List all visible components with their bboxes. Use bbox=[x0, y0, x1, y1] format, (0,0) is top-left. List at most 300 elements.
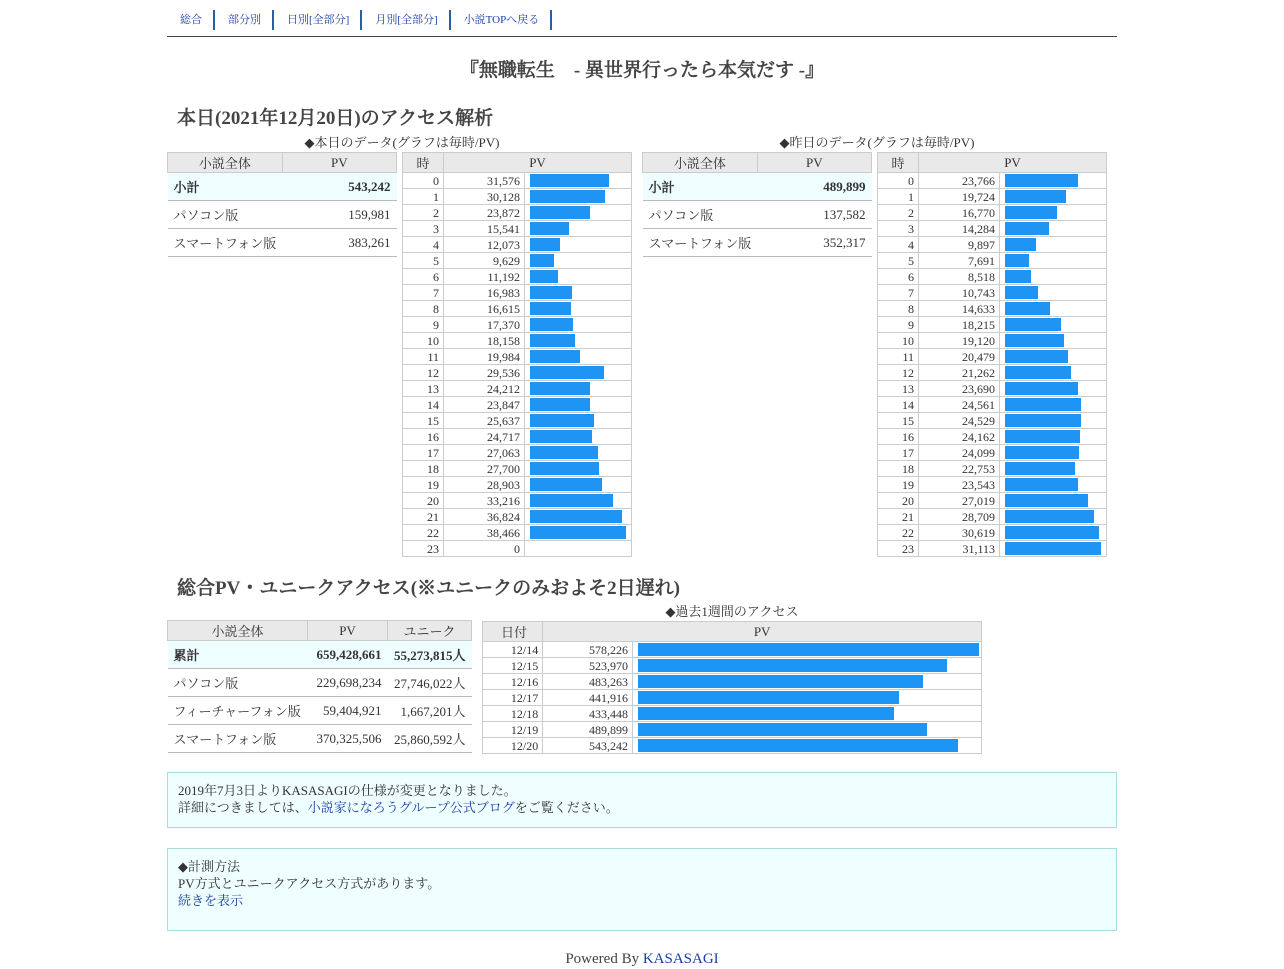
pv-bar bbox=[1005, 398, 1081, 411]
hour-cell: 21 bbox=[403, 509, 444, 525]
pv-bar bbox=[1005, 302, 1050, 315]
pv-bar bbox=[530, 206, 590, 219]
hour-cell: 6 bbox=[403, 269, 444, 285]
pv-cell: 14,284 bbox=[919, 221, 1000, 237]
pv-bar bbox=[1005, 334, 1064, 347]
hour-cell: 10 bbox=[878, 333, 919, 349]
pv-bar bbox=[1005, 430, 1080, 443]
pv-cell: 12,073 bbox=[444, 237, 525, 253]
pv-cell: 14,633 bbox=[919, 301, 1000, 317]
hour-cell: 1 bbox=[878, 189, 919, 205]
date-cell: 12/15 bbox=[483, 658, 543, 674]
bar-cell bbox=[525, 525, 632, 541]
bar-cell bbox=[1000, 445, 1107, 461]
pv-cell: 30,619 bbox=[919, 525, 1000, 541]
pv-bar bbox=[638, 707, 894, 720]
bar-cell bbox=[525, 445, 632, 461]
pv-cell: 24,561 bbox=[919, 397, 1000, 413]
table-row bbox=[403, 301, 632, 317]
table-row bbox=[483, 658, 982, 674]
hour-cell: 5 bbox=[878, 253, 919, 269]
hour-cell: 3 bbox=[878, 221, 919, 237]
bar-cell bbox=[1000, 269, 1107, 285]
date-cell: 12/18 bbox=[483, 706, 543, 722]
hour-cell: 9 bbox=[403, 317, 444, 333]
summary-pv: 159,981 bbox=[282, 201, 396, 229]
pv-cell: 8,518 bbox=[919, 269, 1000, 285]
method-title: ◆計測方法 bbox=[178, 859, 240, 874]
bar-cell bbox=[525, 397, 632, 413]
show-more-link[interactable]: 続きを表示 bbox=[178, 893, 244, 908]
today-heading: 本日(2021年12月20日)のアクセス解析 bbox=[177, 108, 494, 129]
total-pv: 59,404,921 bbox=[308, 697, 388, 725]
nav-by-part-link[interactable]: 部分別 bbox=[215, 10, 274, 30]
bar-cell bbox=[633, 706, 982, 722]
bar-cell bbox=[1000, 477, 1107, 493]
pv-cell: 7,691 bbox=[919, 253, 1000, 269]
table-row bbox=[878, 493, 1107, 509]
week-caption: ◆過去1週間のアクセス bbox=[665, 604, 799, 619]
date-cell: 12/20 bbox=[483, 738, 543, 754]
table-row bbox=[643, 173, 872, 201]
hour-cell: 11 bbox=[403, 349, 444, 365]
bar-cell bbox=[525, 189, 632, 205]
table-row bbox=[483, 674, 982, 690]
hour-cell: 22 bbox=[403, 525, 444, 541]
pv-bar bbox=[530, 414, 594, 427]
pv-cell: 19,724 bbox=[919, 189, 1000, 205]
hour-cell: 0 bbox=[403, 173, 444, 189]
pv-cell: 30,128 bbox=[444, 189, 525, 205]
table-row bbox=[403, 493, 632, 509]
pv-bar bbox=[530, 494, 613, 507]
notice-line2 bbox=[178, 799, 1106, 816]
notice-text: をご覧ください。 bbox=[514, 800, 619, 815]
total-summary-table bbox=[167, 620, 472, 753]
table-row bbox=[168, 229, 397, 257]
today-summary-table bbox=[167, 152, 397, 257]
bar-cell bbox=[525, 413, 632, 429]
total-pv: 229,698,234 bbox=[308, 669, 388, 697]
bar-cell bbox=[1000, 381, 1107, 397]
hour-cell: 20 bbox=[403, 493, 444, 509]
hour-cell: 14 bbox=[878, 397, 919, 413]
pv-bar bbox=[1005, 270, 1031, 283]
pv-cell: 24,099 bbox=[919, 445, 1000, 461]
table-row bbox=[168, 201, 397, 229]
bar-cell bbox=[525, 381, 632, 397]
pv-cell: 28,903 bbox=[444, 477, 525, 493]
table-row bbox=[878, 253, 1107, 269]
pv-bar bbox=[1005, 382, 1078, 395]
summary-header-pv: PV bbox=[282, 153, 396, 173]
pv-cell: 23,872 bbox=[444, 205, 525, 221]
table-row bbox=[878, 317, 1107, 333]
pv-cell: 9,897 bbox=[919, 237, 1000, 253]
pv-cell: 19,984 bbox=[444, 349, 525, 365]
pv-cell: 16,983 bbox=[444, 285, 525, 301]
pv-cell: 433,448 bbox=[543, 706, 633, 722]
bar-cell bbox=[1000, 349, 1107, 365]
pv-bar bbox=[1005, 510, 1094, 523]
week-header-date: 日付 bbox=[483, 622, 543, 642]
bar-cell bbox=[1000, 413, 1107, 429]
bar-cell bbox=[1000, 429, 1107, 445]
pv-bar bbox=[638, 659, 947, 672]
summary-header-novel: 小説全体 bbox=[643, 153, 758, 173]
bar-cell bbox=[1000, 541, 1107, 557]
bar-cell bbox=[1000, 253, 1107, 269]
pv-cell: 24,529 bbox=[919, 413, 1000, 429]
pv-cell: 441,916 bbox=[543, 690, 633, 706]
table-row bbox=[643, 229, 872, 257]
top-nav bbox=[167, 10, 1117, 37]
pv-cell: 11,192 bbox=[444, 269, 525, 285]
pv-cell: 489,899 bbox=[543, 722, 633, 738]
bar-cell bbox=[1000, 189, 1107, 205]
table-row bbox=[643, 201, 872, 229]
table-row bbox=[403, 205, 632, 221]
bar-cell bbox=[525, 365, 632, 381]
pv-bar bbox=[1005, 542, 1101, 555]
table-row bbox=[878, 205, 1107, 221]
pv-bar bbox=[638, 643, 979, 656]
hour-cell: 17 bbox=[403, 445, 444, 461]
hour-cell: 10 bbox=[403, 333, 444, 349]
bar-cell bbox=[1000, 237, 1107, 253]
bar-cell bbox=[633, 690, 982, 706]
table-row bbox=[403, 461, 632, 477]
bar-cell bbox=[1000, 301, 1107, 317]
bar-cell bbox=[633, 674, 982, 690]
method-text: PV方式とユニークアクセス方式があります。 bbox=[178, 876, 441, 891]
summary-pv: 489,899 bbox=[757, 173, 871, 201]
hour-cell: 4 bbox=[403, 237, 444, 253]
table-row bbox=[878, 541, 1107, 557]
pv-bar bbox=[530, 366, 604, 379]
bar-cell bbox=[1000, 509, 1107, 525]
pv-cell: 17,370 bbox=[444, 317, 525, 333]
nav-monthly-link[interactable]: 月別[全部分] bbox=[362, 10, 450, 30]
pv-bar bbox=[638, 675, 923, 688]
pv-bar bbox=[638, 691, 899, 704]
novel-title: 『無職転生 - 異世界行ったら本気だす -』 bbox=[459, 60, 825, 81]
notice-box bbox=[167, 772, 1117, 828]
bar-cell bbox=[525, 429, 632, 445]
pv-bar bbox=[1005, 222, 1049, 235]
total-header-novel: 小説全体 bbox=[168, 621, 308, 641]
hour-cell: 1 bbox=[403, 189, 444, 205]
hour-cell: 16 bbox=[878, 429, 919, 445]
table-row bbox=[403, 365, 632, 381]
pv-cell: 15,541 bbox=[444, 221, 525, 237]
pv-cell: 543,242 bbox=[543, 738, 633, 754]
notice-text: 詳細につきましては、 bbox=[178, 800, 308, 815]
summary-label: 小計 bbox=[168, 173, 283, 201]
pv-cell: 16,615 bbox=[444, 301, 525, 317]
hour-cell: 21 bbox=[878, 509, 919, 525]
table-row bbox=[878, 173, 1107, 189]
bar-cell bbox=[525, 221, 632, 237]
table-row bbox=[878, 509, 1107, 525]
date-cell: 12/17 bbox=[483, 690, 543, 706]
bar-cell bbox=[525, 333, 632, 349]
hour-cell: 3 bbox=[403, 221, 444, 237]
hour-cell: 17 bbox=[878, 445, 919, 461]
bar-cell bbox=[633, 658, 982, 674]
table-row bbox=[878, 189, 1107, 205]
pv-cell: 24,162 bbox=[919, 429, 1000, 445]
table-row bbox=[483, 690, 982, 706]
footer-text: Powered By bbox=[565, 951, 643, 967]
summary-pv: 383,261 bbox=[282, 229, 396, 257]
total-header-unique: ユニーク bbox=[388, 621, 472, 641]
pv-bar bbox=[530, 478, 602, 491]
week-header-pv: PV bbox=[543, 622, 982, 642]
pv-cell: 33,216 bbox=[444, 493, 525, 509]
table-row bbox=[403, 349, 632, 365]
summary-label: スマートフォン版 bbox=[168, 229, 283, 257]
table-row bbox=[403, 333, 632, 349]
pv-cell: 18,215 bbox=[919, 317, 1000, 333]
hour-cell: 2 bbox=[878, 205, 919, 221]
pv-cell: 31,576 bbox=[444, 173, 525, 189]
table-row bbox=[878, 397, 1107, 413]
total-header-pv: PV bbox=[308, 621, 388, 641]
table-row bbox=[483, 706, 982, 722]
bar-cell bbox=[525, 205, 632, 221]
pv-bar bbox=[530, 190, 605, 203]
summary-pv: 352,317 bbox=[757, 229, 871, 257]
hour-cell: 23 bbox=[403, 541, 444, 557]
pv-cell: 483,263 bbox=[543, 674, 633, 690]
table-row bbox=[168, 641, 472, 669]
nav-overview-link[interactable]: 総合 bbox=[167, 10, 215, 30]
summary-header-novel: 小説全体 bbox=[168, 153, 283, 173]
table-row bbox=[878, 381, 1107, 397]
summary-label: パソコン版 bbox=[643, 201, 758, 229]
pv-cell: 523,970 bbox=[543, 658, 633, 674]
pv-bar bbox=[1005, 494, 1088, 507]
hour-cell: 19 bbox=[878, 477, 919, 493]
table-row bbox=[878, 477, 1107, 493]
table-row bbox=[403, 525, 632, 541]
table-row bbox=[483, 738, 982, 754]
bar-cell bbox=[1000, 397, 1107, 413]
table-row bbox=[878, 429, 1107, 445]
bar-cell bbox=[1000, 317, 1107, 333]
pv-cell: 27,019 bbox=[919, 493, 1000, 509]
pv-bar bbox=[1005, 526, 1099, 539]
pv-bar bbox=[1005, 478, 1078, 491]
bar-cell bbox=[1000, 493, 1107, 509]
total-label: 累計 bbox=[168, 641, 308, 669]
bar-cell bbox=[1000, 461, 1107, 477]
footer bbox=[167, 949, 1117, 969]
pv-cell: 23,847 bbox=[444, 397, 525, 413]
pv-bar bbox=[530, 526, 626, 539]
pv-bar bbox=[1005, 462, 1075, 475]
pv-cell: 27,700 bbox=[444, 461, 525, 477]
pv-bar bbox=[530, 318, 573, 331]
total-unique: 1,667,201人 bbox=[388, 697, 472, 725]
pv-bar bbox=[1005, 190, 1066, 203]
bar-cell bbox=[525, 237, 632, 253]
hour-cell: 12 bbox=[878, 365, 919, 381]
yesterday-hourly-table bbox=[877, 152, 1107, 557]
bar-cell bbox=[633, 738, 982, 754]
table-row bbox=[403, 445, 632, 461]
table-row bbox=[878, 413, 1107, 429]
bar-cell bbox=[525, 461, 632, 477]
table-row bbox=[403, 381, 632, 397]
total-unique: 55,273,815人 bbox=[388, 641, 472, 669]
hour-cell: 5 bbox=[403, 253, 444, 269]
hour-cell: 12 bbox=[403, 365, 444, 381]
table-row bbox=[878, 301, 1107, 317]
bar-cell bbox=[525, 317, 632, 333]
summary-pv: 543,242 bbox=[282, 173, 396, 201]
pv-bar bbox=[1005, 350, 1068, 363]
bar-cell bbox=[525, 173, 632, 189]
today-caption: ◆本日のデータ(グラフは毎時/PV) bbox=[304, 135, 500, 150]
pv-bar bbox=[1005, 174, 1078, 187]
yesterday-summary-table bbox=[642, 152, 872, 257]
pv-cell: 0 bbox=[444, 541, 525, 557]
hour-cell: 0 bbox=[878, 173, 919, 189]
nav-novel-top-link[interactable]: 小説TOPへ戻る bbox=[451, 10, 553, 30]
date-cell: 12/19 bbox=[483, 722, 543, 738]
hourly-header-pv: PV bbox=[919, 153, 1107, 173]
hour-cell: 9 bbox=[878, 317, 919, 333]
pv-bar bbox=[530, 334, 575, 347]
table-row bbox=[403, 317, 632, 333]
pv-cell: 29,536 bbox=[444, 365, 525, 381]
table-row bbox=[878, 221, 1107, 237]
table-row bbox=[168, 697, 472, 725]
pv-bar bbox=[530, 382, 590, 395]
table-row bbox=[403, 269, 632, 285]
total-heading: 総合PV・ユニークアクセス(※ユニークのみおよそ2日遅れ) bbox=[177, 578, 680, 599]
pv-bar bbox=[530, 462, 599, 475]
bar-cell bbox=[525, 269, 632, 285]
bar-cell bbox=[633, 642, 982, 658]
bar-cell bbox=[1000, 365, 1107, 381]
bar-cell bbox=[525, 253, 632, 269]
pv-bar bbox=[638, 723, 927, 736]
table-row bbox=[403, 413, 632, 429]
pv-cell: 23,543 bbox=[919, 477, 1000, 493]
table-row bbox=[168, 669, 472, 697]
table-row bbox=[403, 509, 632, 525]
pv-cell: 23,766 bbox=[919, 173, 1000, 189]
pv-bar bbox=[638, 739, 958, 752]
pv-bar bbox=[530, 254, 554, 267]
hour-cell: 11 bbox=[878, 349, 919, 365]
official-blog-link[interactable]: 小説家になろうグループ公式ブログ bbox=[307, 800, 515, 815]
pv-cell: 25,637 bbox=[444, 413, 525, 429]
pv-bar bbox=[530, 398, 590, 411]
pv-bar bbox=[530, 174, 609, 187]
hour-cell: 14 bbox=[403, 397, 444, 413]
table-row bbox=[483, 642, 982, 658]
pv-cell: 10,743 bbox=[919, 285, 1000, 301]
bar-cell bbox=[525, 349, 632, 365]
date-cell: 12/14 bbox=[483, 642, 543, 658]
total-unique: 27,746,022人 bbox=[388, 669, 472, 697]
table-row bbox=[403, 285, 632, 301]
table-row bbox=[403, 429, 632, 445]
table-row bbox=[403, 189, 632, 205]
hour-cell: 7 bbox=[403, 285, 444, 301]
total-unique: 25,860,592人 bbox=[388, 725, 472, 753]
pv-bar bbox=[1005, 318, 1061, 331]
bar-cell bbox=[1000, 221, 1107, 237]
table-row bbox=[168, 725, 472, 753]
pv-bar bbox=[1005, 206, 1057, 219]
bar-cell bbox=[525, 493, 632, 509]
hour-cell: 16 bbox=[403, 429, 444, 445]
table-row bbox=[403, 541, 632, 557]
table-row bbox=[878, 285, 1107, 301]
bar-cell bbox=[525, 477, 632, 493]
table-row bbox=[403, 477, 632, 493]
hour-cell: 18 bbox=[878, 461, 919, 477]
pv-bar bbox=[1005, 254, 1029, 267]
hour-cell: 20 bbox=[878, 493, 919, 509]
hour-cell: 15 bbox=[403, 413, 444, 429]
hour-cell: 7 bbox=[878, 285, 919, 301]
hourly-header-hour: 時 bbox=[878, 153, 919, 173]
hour-cell: 23 bbox=[878, 541, 919, 557]
summary-pv: 137,582 bbox=[757, 201, 871, 229]
bar-cell bbox=[1000, 173, 1107, 189]
pv-cell: 16,770 bbox=[919, 205, 1000, 221]
table-row bbox=[403, 253, 632, 269]
hour-cell: 4 bbox=[878, 237, 919, 253]
pv-bar bbox=[530, 222, 569, 235]
pv-cell: 18,158 bbox=[444, 333, 525, 349]
hourly-header-hour: 時 bbox=[403, 153, 444, 173]
hour-cell: 2 bbox=[403, 205, 444, 221]
table-row bbox=[878, 461, 1107, 477]
today-hourly-table bbox=[402, 152, 632, 557]
table-row bbox=[878, 333, 1107, 349]
method-box bbox=[167, 848, 1117, 931]
total-pv: 370,325,506 bbox=[308, 725, 388, 753]
hour-cell: 6 bbox=[878, 269, 919, 285]
summary-header-pv: PV bbox=[757, 153, 871, 173]
table-row bbox=[878, 445, 1107, 461]
pv-cell: 31,113 bbox=[919, 541, 1000, 557]
table-row bbox=[878, 365, 1107, 381]
pv-cell: 24,212 bbox=[444, 381, 525, 397]
summary-label: スマートフォン版 bbox=[643, 229, 758, 257]
kasasagi-link[interactable]: KASASAGI bbox=[642, 951, 719, 967]
nav-daily-link[interactable]: 日別[全部分] bbox=[274, 10, 362, 30]
pv-cell: 27,063 bbox=[444, 445, 525, 461]
pv-cell: 38,466 bbox=[444, 525, 525, 541]
table-row bbox=[878, 237, 1107, 253]
pv-bar bbox=[1005, 238, 1036, 251]
yesterday-caption: ◆昨日のデータ(グラフは毎時/PV) bbox=[779, 135, 975, 150]
total-label: パソコン版 bbox=[168, 669, 308, 697]
hour-cell: 15 bbox=[878, 413, 919, 429]
pv-cell: 36,824 bbox=[444, 509, 525, 525]
pv-cell: 19,120 bbox=[919, 333, 1000, 349]
pv-bar bbox=[530, 302, 571, 315]
pv-cell: 21,262 bbox=[919, 365, 1000, 381]
